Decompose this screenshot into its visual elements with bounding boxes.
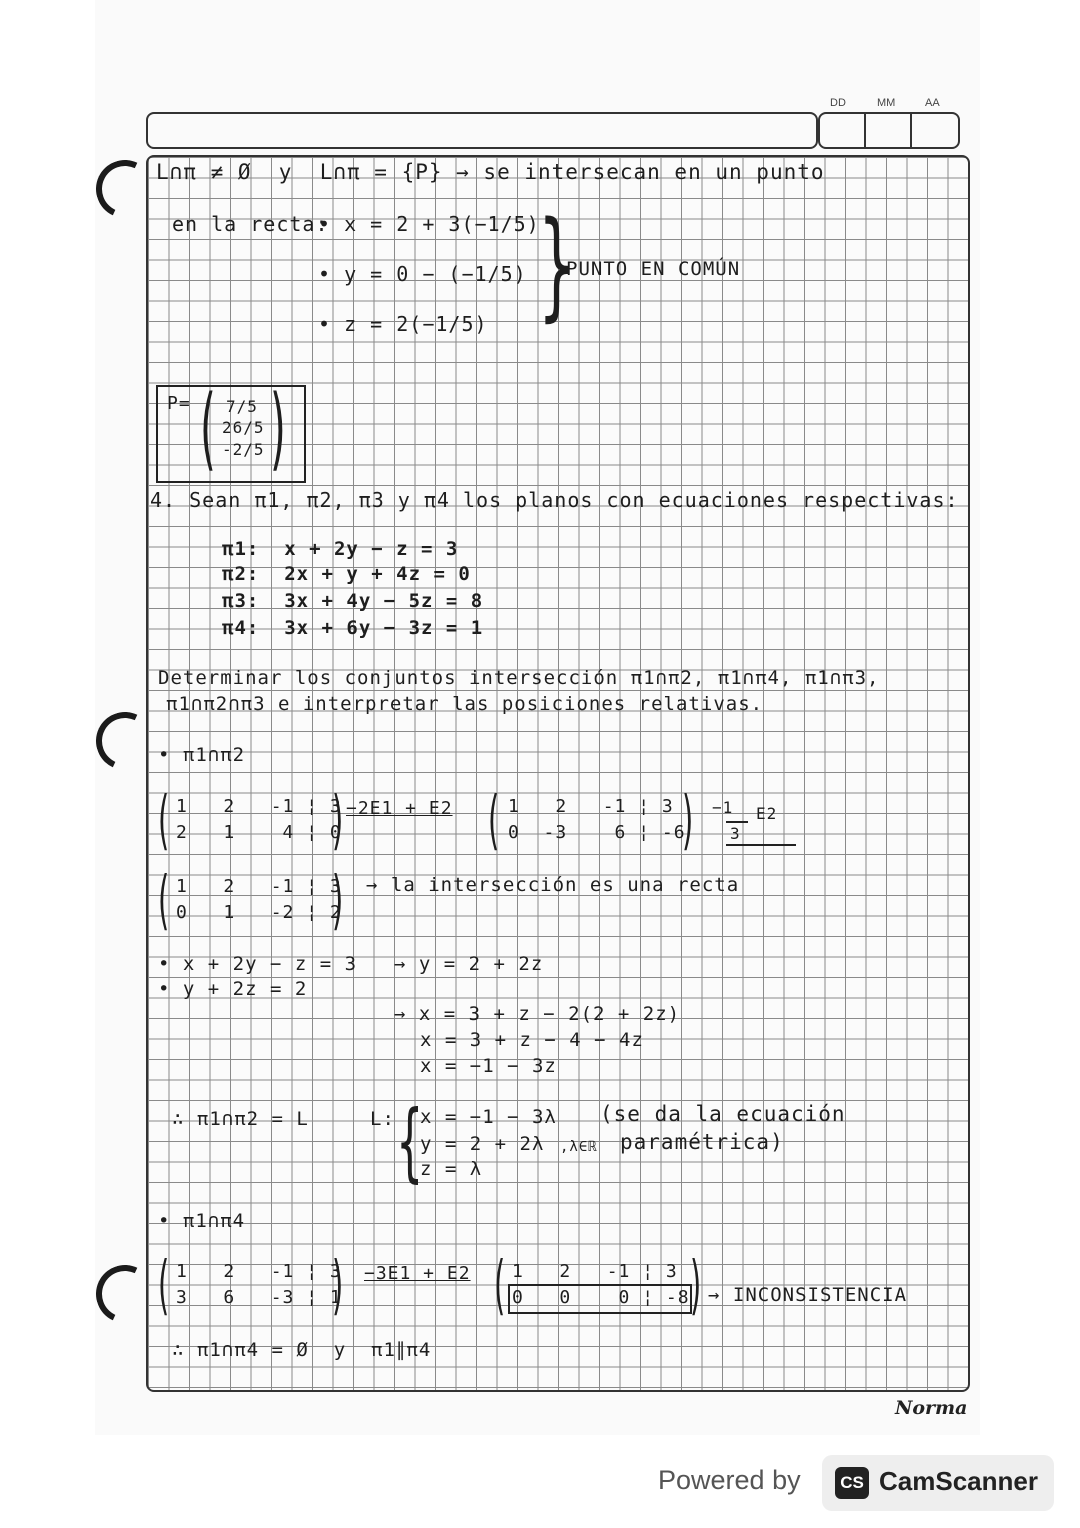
camscanner-name: CamScanner	[879, 1466, 1038, 1496]
plane-pi3: π3: 3x + 4y − 5z = 8	[222, 590, 484, 612]
curly-brace: }	[538, 195, 576, 333]
matrix-row: 0 0 0 ¦ -8	[512, 1287, 690, 1308]
paren-right: )	[332, 864, 344, 938]
line-L-label: L:	[370, 1108, 395, 1130]
plane-pi1: π1: x + 2y − z = 3	[222, 538, 459, 560]
paren-left: (	[158, 784, 170, 858]
paren-left: (	[494, 1249, 506, 1323]
line-intersection-condition: L∩π ≠ Ø y L∩π = {P} → se intersecan en un punto	[156, 160, 825, 184]
norma-logo: Norma	[895, 1397, 968, 1419]
task-line-1: Determinar los conjuntos intersección π1∩π2, π1∩π4, π1∩π3,	[158, 667, 880, 689]
matrix-row: 1 2 -1 ¦ 3	[176, 1261, 342, 1282]
row-operation: −2E1 + E2	[346, 798, 453, 819]
param-y: y = 2 + 2λ	[420, 1133, 545, 1155]
p-y: 26/5	[222, 418, 265, 437]
paren-left: (	[200, 376, 216, 481]
op2-numerator: −1	[712, 798, 734, 817]
grid-paper	[146, 155, 970, 1392]
param-note-1: (se da la ecuación	[600, 1102, 846, 1126]
title-field	[146, 112, 818, 149]
powered-by-label: Powered by	[658, 1465, 801, 1495]
op2-row: E2	[756, 804, 778, 823]
paren-right: )	[690, 1249, 702, 1323]
y-substitution: • y = 0 − (−1/5)	[318, 262, 527, 286]
plane-pi4: π4: 3x + 6y − 3z = 1	[222, 617, 484, 639]
param-x: x = −1 − 3λ	[420, 1106, 557, 1128]
matrix-row: 1 2 -1 ¦ 3	[176, 876, 342, 897]
equation-1: • x + 2y − z = 3	[158, 953, 358, 975]
paren-right: )	[332, 1249, 344, 1323]
equation-2: • y + 2z = 2	[158, 978, 308, 1000]
mm-label: MM	[877, 97, 896, 109]
x-solution-1: → x = 3 + z − 2(2 + 2z)	[394, 1003, 681, 1025]
paren-right: )	[270, 376, 286, 481]
paren-right: )	[332, 784, 344, 858]
dd-label: DD	[830, 97, 846, 109]
conclusion-pi1-pi4: ∴ π1∩π4 = Ø y π1∥π4	[172, 1339, 432, 1361]
section-pi1-pi2: • π1∩π2	[158, 744, 246, 766]
p-z: -2/5	[222, 440, 265, 459]
matrix-row: 1 2 -1 ¦ 3	[176, 796, 342, 817]
inconsistency-label: → INCONSISTENCIA	[708, 1284, 908, 1306]
param-note-2: paramétrica)	[620, 1130, 784, 1154]
matrix-row: 0 1 -2 ¦ 2	[176, 902, 342, 923]
row-operation: −3E1 + E2	[364, 1263, 471, 1284]
paren-left: (	[488, 784, 500, 858]
highlight-row-box	[508, 1284, 692, 1314]
lambda-domain: ,λ∈ℝ	[560, 1139, 598, 1155]
camscanner-icon: CS	[835, 1467, 869, 1499]
punto-en-comun: PUNTO EN COMÚN	[566, 258, 741, 280]
matrix-row: 1 2 -1 ¦ 3	[508, 796, 674, 817]
matrix-row: 0 -3 6 ¦ -6	[508, 822, 686, 843]
curly-brace: {	[396, 1092, 424, 1192]
question-4: 4. Sean π1, π2, π3 y π4 los planos con ecuaciones respectivas:	[150, 488, 959, 512]
conclusion-pi1-pi2: ∴ π1∩π2 = L	[172, 1108, 309, 1130]
plane-pi2: π2: 2x + y + 4z = 0	[222, 563, 471, 585]
section-pi1-pi4: • π1∩π4	[158, 1210, 246, 1232]
paren-left: (	[158, 864, 170, 938]
arrow-line	[726, 844, 796, 846]
matrix-row: 3 6 -3 ¦ 1	[176, 1287, 342, 1308]
task-line-2: π1∩π2∩π3 e interpretar las posiciones relativas.	[166, 693, 764, 715]
y-solution: → y = 2 + 2z	[394, 953, 544, 975]
paren-right: )	[682, 784, 694, 858]
op2-denominator: 3	[730, 824, 741, 843]
matrix-row: 2 1 4 ¦ 0	[176, 822, 342, 843]
paren-left: (	[158, 1249, 170, 1323]
fraction-bar	[726, 821, 748, 823]
recta-label: en la recta:	[172, 212, 329, 236]
recta-conclusion: → la intersección es una recta	[366, 874, 740, 896]
matrix-row: 1 2 -1 ¦ 3	[512, 1261, 678, 1282]
z-substitution: • z = 2(−1/5)	[318, 312, 488, 336]
param-z: z = λ	[420, 1158, 483, 1180]
date-field	[818, 112, 960, 149]
x-substitution: • x = 2 + 3(−1/5)	[318, 212, 540, 236]
p-x: 7/5	[226, 397, 258, 416]
x-solution-2: x = 3 + z − 4 − 4z	[420, 1029, 644, 1051]
p-label: P=	[167, 393, 191, 414]
x-solution-3: x = −1 − 3z	[420, 1055, 557, 1077]
aa-label: AA	[925, 97, 940, 109]
